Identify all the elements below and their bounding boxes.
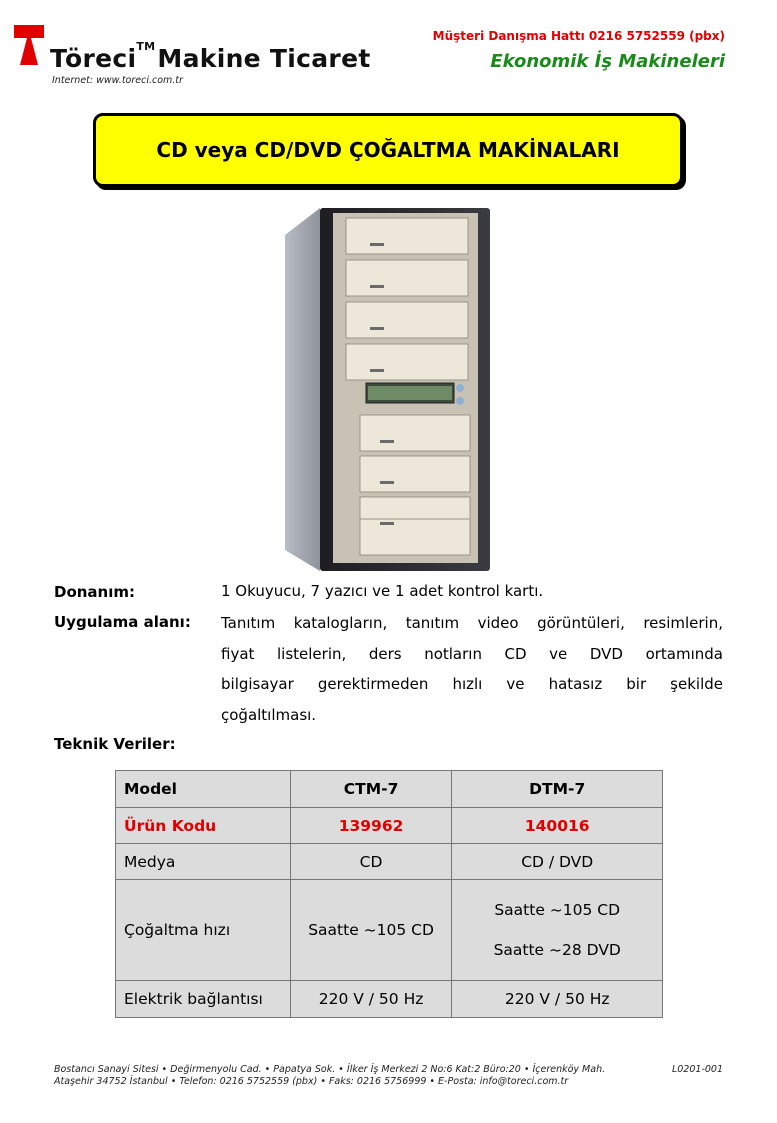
internet-address: Internet: www.toreci.com.tr — [52, 75, 183, 86]
slogan: Ekonomik İş Makineleri — [490, 51, 725, 72]
table-header-cell: CTM-7 — [290, 771, 452, 808]
page-title: CD veya CD/DVD ÇOĞALTMA MAKİNALARI — [156, 138, 620, 162]
table-row — [116, 981, 663, 1018]
table-cell: Saatte ~105 CD — [290, 880, 452, 981]
hardware-label: Donanım: — [54, 583, 136, 601]
table-cell: Medya — [116, 844, 291, 880]
table-header-row — [116, 771, 663, 808]
table-header-cell: Model — [116, 771, 291, 808]
spec-table — [115, 770, 663, 1018]
table-cell: Çoğaltma hızı — [116, 880, 291, 981]
application-line: çoğaltılması. — [221, 705, 317, 724]
document-code: L0201-001 — [671, 1064, 723, 1075]
application-line: fiyat listelerin, ders notların CD ve DVD ortamında — [221, 644, 723, 663]
table-cell: CD / DVD — [452, 844, 663, 880]
table-cell: 220 V / 50 Hz — [452, 981, 663, 1018]
product-code-dtm: 140016 — [452, 808, 663, 844]
product-code-label: Ürün Kodu — [116, 808, 291, 844]
speed-cd-value: Saatte ~105 CD — [494, 901, 621, 919]
table-row — [116, 808, 663, 844]
application-label: Uygulama alanı: — [54, 613, 191, 631]
page-title-box — [93, 113, 683, 187]
table-header-cell: DTM-7 — [452, 771, 663, 808]
table-cell: CD — [290, 844, 452, 880]
table-row — [116, 880, 663, 981]
technical-data-label: Teknik Veriler: — [54, 735, 176, 753]
table-cell: 220 V / 50 Hz — [290, 981, 452, 1018]
product-code-ctm: 139962 — [290, 808, 452, 844]
brand-name: Töreci™Makine Ticaret — [50, 40, 371, 73]
table-cell: Elektrik bağlantısı — [116, 981, 291, 1018]
hotline-text: Müşteri Danışma Hattı 0216 5752559 (pbx) — [432, 29, 725, 43]
footer-line: Ataşehir 34752 İstanbul • Telefon: 0216 5752559 (pbx) • Faks: 0216 5756999 • E-Posta: info@toreci.com.tr — [54, 1076, 569, 1087]
footer-line: Bostancı Sanayi Sitesi • Değirmenyolu Cad. • Papatya Sok. • İlker İş Merkezi 2 No:6 Kat:2 Büro:20 • İçerenköy Mah. — [54, 1064, 606, 1075]
application-line: Tanıtım katalogların, tanıtım video görüntüleri, resimlerin, — [221, 614, 723, 632]
product-image — [280, 205, 492, 573]
table-cell — [452, 880, 663, 981]
table-row — [116, 844, 663, 880]
application-text — [221, 608, 723, 730]
toreci-logo-icon — [14, 25, 44, 65]
application-line: bilgisayar gerektirmeden hızlı ve hatasız bir şekilde — [221, 675, 723, 693]
speed-dvd-value: Saatte ~28 DVD — [493, 941, 621, 959]
footer-address — [54, 1064, 605, 1088]
hardware-text: 1 Okuyucu, 7 yazıcı ve 1 adet kontrol kartı. — [221, 582, 544, 600]
